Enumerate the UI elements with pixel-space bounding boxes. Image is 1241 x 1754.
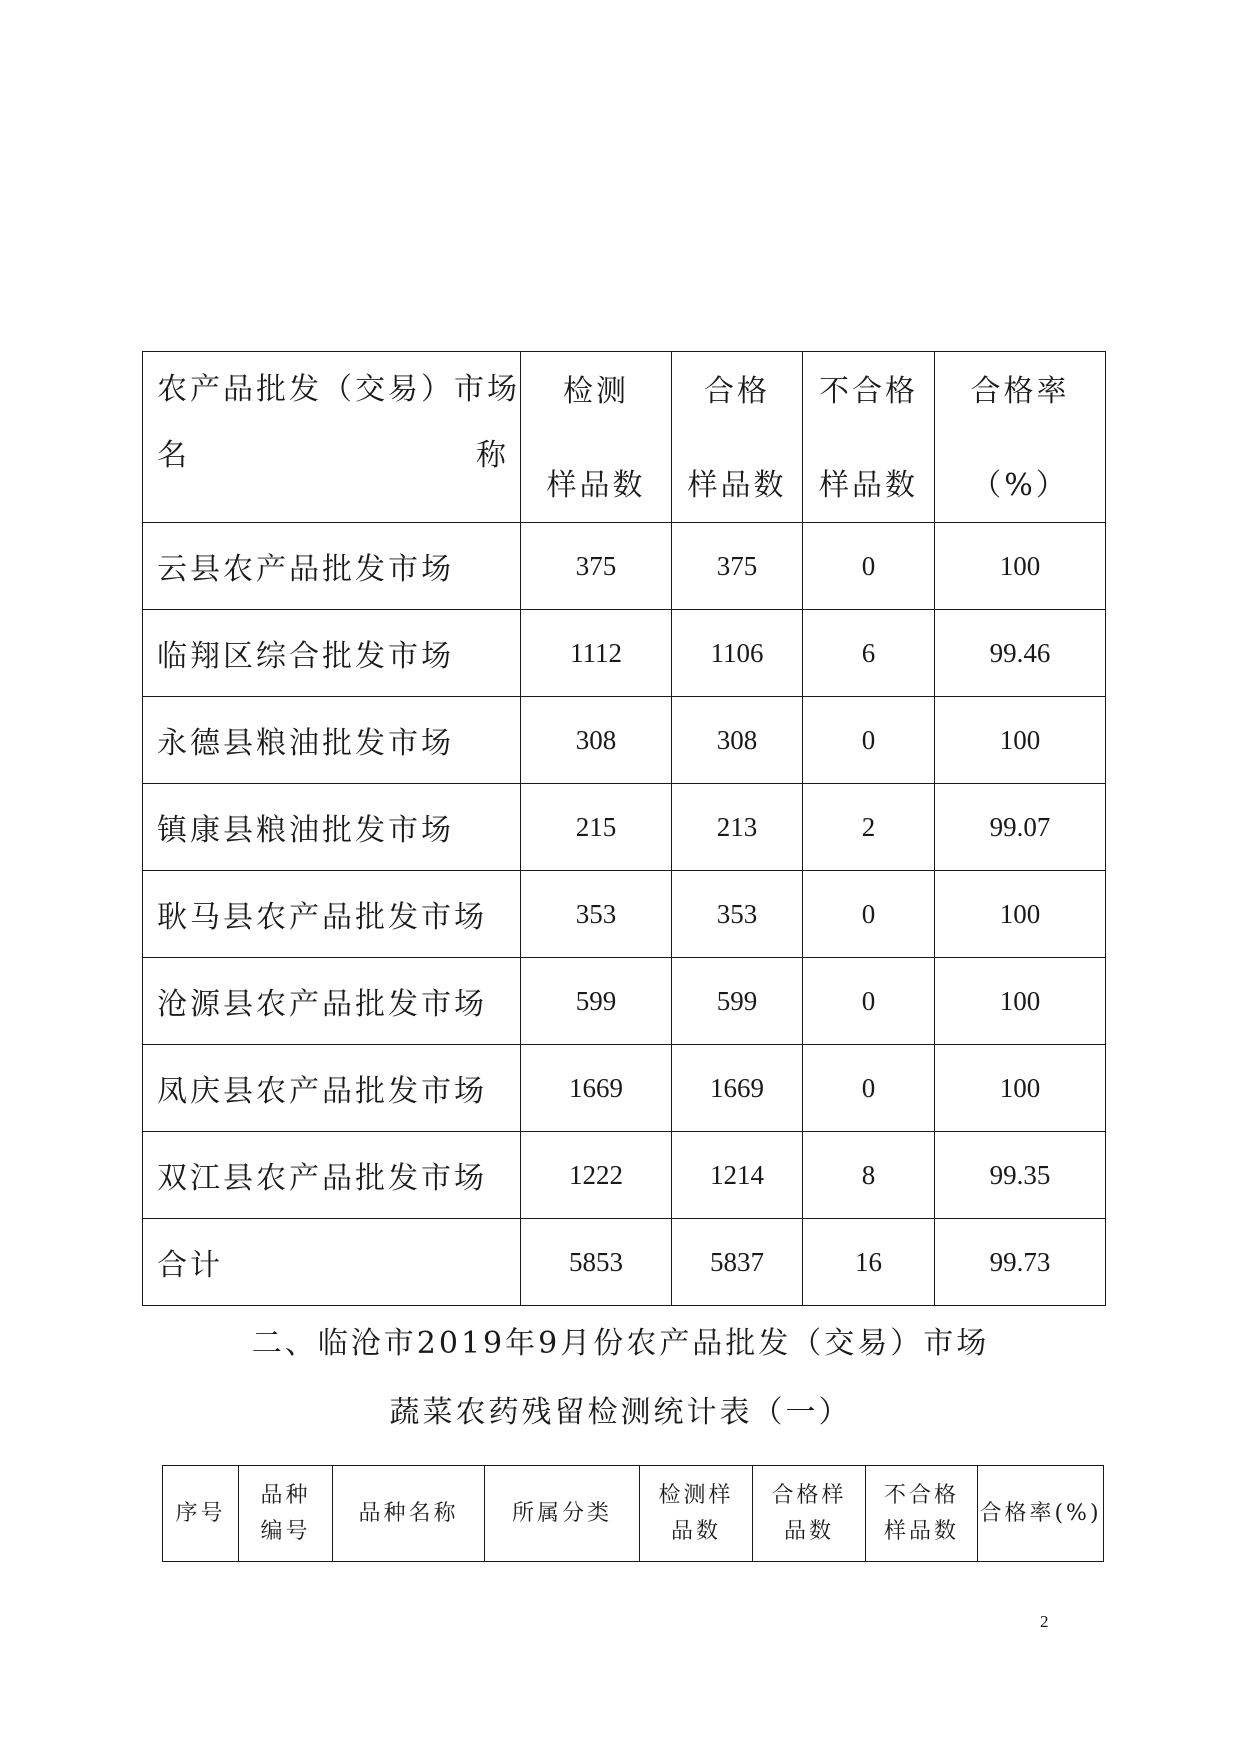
header-rate-line2: （%）	[971, 468, 1069, 503]
cell-market-name: 永德县粮油批发市场	[143, 697, 521, 784]
cell-market-name: 耿马县农产品批发市场	[143, 871, 521, 958]
cell-market-name: 凤庆县农产品批发市场	[143, 1045, 521, 1132]
cell-total-rate: 99.73	[935, 1219, 1106, 1306]
cell-tested: 308	[521, 697, 672, 784]
cell-market-name: 双江县农产品批发市场	[143, 1132, 521, 1219]
header-qualified-line1: 合格	[704, 374, 770, 409]
table-row	[143, 1132, 1106, 1219]
table-row	[143, 610, 1106, 697]
market-statistics-table	[142, 351, 1106, 1306]
header-tested	[521, 352, 672, 523]
header-unqualified-samples-line2: 样品数	[883, 1518, 959, 1544]
cell-rate: 99.46	[935, 610, 1106, 697]
table-row	[143, 523, 1106, 610]
vegetable-pesticide-table	[162, 1465, 1104, 1562]
cell-rate: 100	[935, 1045, 1106, 1132]
cell-rate: 99.35	[935, 1132, 1106, 1219]
cell-rate: 100	[935, 958, 1106, 1045]
cell-total-unqualified: 16	[803, 1219, 935, 1306]
cell-tested: 1222	[521, 1132, 672, 1219]
header-category-text: 所属分类	[511, 1500, 612, 1526]
header-variety-code	[239, 1466, 333, 1562]
cell-unqualified: 0	[803, 958, 935, 1045]
header-unqualified-line1: 不合格	[819, 374, 918, 409]
cell-qualified: 213	[672, 784, 803, 871]
cell-qualified: 353	[672, 871, 803, 958]
cell-tested: 353	[521, 871, 672, 958]
section2-title-line2: 蔬菜农药残留检测统计表（一）	[389, 1395, 852, 1430]
header-qualified-samples	[753, 1466, 866, 1562]
cell-unqualified: 8	[803, 1132, 935, 1219]
table-row	[143, 958, 1106, 1045]
cell-unqualified: 0	[803, 1045, 935, 1132]
cell-unqualified: 2	[803, 784, 935, 871]
cell-rate: 100	[935, 523, 1106, 610]
cell-qualified: 1106	[672, 610, 803, 697]
cell-unqualified: 0	[803, 697, 935, 784]
cell-total-label: 合计	[143, 1219, 521, 1306]
header-market-name-line2b: 称	[476, 438, 506, 473]
header-market-name-line1: 农产品批发（交易）市场	[157, 372, 520, 407]
cell-tested: 1112	[521, 610, 672, 697]
header-variety-name-text: 品种名称	[358, 1500, 459, 1526]
header-pass-rate-text: 合格率(%)	[979, 1500, 1102, 1526]
table-row	[143, 1045, 1106, 1132]
table-row	[143, 784, 1106, 871]
header-rate	[935, 352, 1106, 523]
cell-tested: 599	[521, 958, 672, 1045]
cell-qualified: 1214	[672, 1132, 803, 1219]
header-tested-samples	[640, 1466, 753, 1562]
header-serial	[163, 1466, 239, 1562]
header-market-name-line2a: 名	[157, 438, 187, 473]
cell-unqualified: 6	[803, 610, 935, 697]
cell-unqualified: 0	[803, 523, 935, 610]
header-variety-code-line2: 编号	[260, 1518, 311, 1544]
header-tested-line2: 样品数	[546, 468, 646, 503]
header-rate-line1: 合格率	[970, 374, 1070, 409]
header-unqualified	[803, 352, 935, 523]
cell-market-name: 云县农产品批发市场	[143, 523, 521, 610]
header-tested-samples-line2: 品数	[670, 1518, 721, 1544]
header-market-name	[143, 352, 521, 523]
cell-unqualified: 0	[803, 871, 935, 958]
header-unqualified-samples-line1: 不合格	[883, 1482, 959, 1508]
cell-rate: 99.07	[935, 784, 1106, 871]
header-qualified-line2: 样品数	[687, 468, 787, 503]
cell-total-tested: 5853	[521, 1219, 672, 1306]
header-unqualified-samples	[866, 1466, 978, 1562]
table-row	[143, 871, 1106, 958]
cell-qualified: 1669	[672, 1045, 803, 1132]
header-variety-code-line1: 品种	[260, 1482, 311, 1508]
section2-title-line1: 二、临沧市2019年9月份农产品批发（交易）市场	[251, 1326, 990, 1361]
header-category	[485, 1466, 640, 1562]
cell-rate: 100	[935, 697, 1106, 784]
header-variety-name	[333, 1466, 485, 1562]
cell-tested: 1669	[521, 1045, 672, 1132]
table-total-row	[143, 1219, 1106, 1306]
cell-tested: 375	[521, 523, 672, 610]
header-qualified-samples-line1: 合格样	[771, 1482, 847, 1508]
cell-qualified: 308	[672, 697, 803, 784]
header-qualified-samples-line2: 品数	[783, 1518, 834, 1544]
header-tested-line1: 检测	[563, 374, 629, 409]
cell-tested: 215	[521, 784, 672, 871]
header-pass-rate	[978, 1466, 1104, 1562]
page-number: 2	[1040, 1612, 1049, 1631]
header-qualified	[672, 352, 803, 523]
cell-market-name: 沧源县农产品批发市场	[143, 958, 521, 1045]
header-tested-samples-line1: 检测样	[658, 1482, 734, 1508]
table2-header-row	[163, 1466, 1104, 1562]
header-serial-text: 序号	[175, 1500, 226, 1526]
cell-rate: 100	[935, 871, 1106, 958]
cell-total-qualified: 5837	[672, 1219, 803, 1306]
cell-market-name: 临翔区综合批发市场	[143, 610, 521, 697]
cell-qualified: 599	[672, 958, 803, 1045]
cell-qualified: 375	[672, 523, 803, 610]
header-unqualified-line2: 样品数	[819, 468, 918, 503]
table-row	[143, 697, 1106, 784]
table-header-row	[143, 352, 1106, 523]
cell-market-name: 镇康县粮油批发市场	[143, 784, 521, 871]
